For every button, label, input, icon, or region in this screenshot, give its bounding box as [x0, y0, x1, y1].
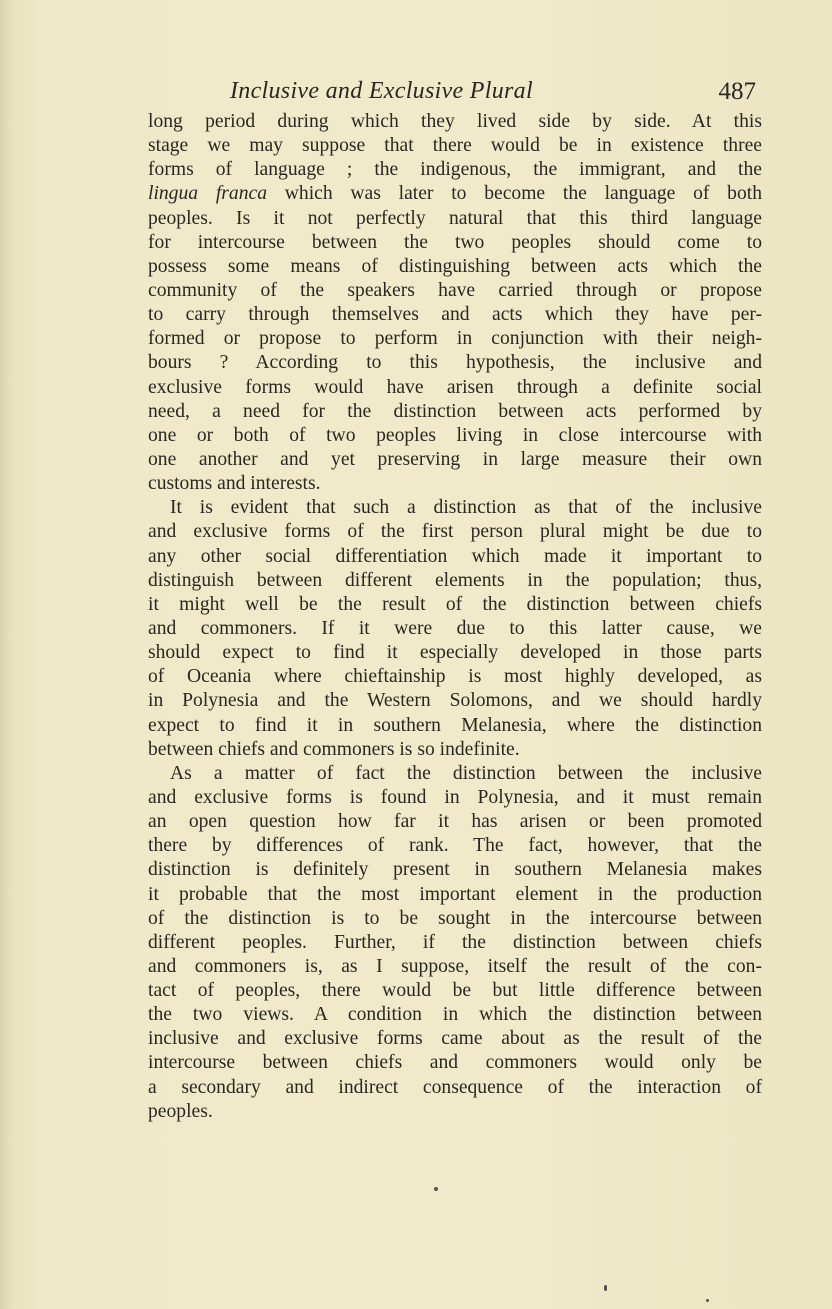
- text-line: stage we may suppose that there would be in existence three: [148, 135, 762, 157]
- text-line: an open question how far it has arisen or been promoted: [148, 811, 762, 833]
- paragraph: [148, 762, 762, 1124]
- running-title: Inclusive and Exclusive Plural: [230, 78, 533, 104]
- text-line: formed or propose to perform in conjunction with their neigh-: [148, 328, 762, 350]
- running-header: [148, 78, 762, 112]
- text-line: inclusive and exclusive forms came about as the result of the: [148, 1028, 762, 1050]
- text-line: of the distinction is to be sought in the intercourse between: [148, 907, 762, 929]
- text-line: [148, 182, 762, 206]
- text-line: any other social differentiation which made it important to: [148, 545, 762, 567]
- text-line: should expect to find it especially developed in those parts: [148, 642, 762, 664]
- text-line: it probable that the most important element in the production: [148, 883, 762, 905]
- text-line: in Polynesia and the Western Solomons, and we should hardly: [148, 690, 762, 712]
- text-line: forms of language ; the indigenous, the immigrant, and the: [148, 159, 762, 181]
- text-line: different peoples. Further, if the distinction between chiefs: [148, 931, 762, 953]
- speck-mark: [434, 1187, 438, 1191]
- text-line: distinction is definitely present in southern Melanesia makes: [148, 859, 762, 881]
- text-line: expect to find it in southern Melanesia, where the distinction: [148, 714, 762, 736]
- text-line: it might well be the result of the distinction between chiefs: [148, 593, 762, 615]
- text-line: for intercourse between the two peoples should come to: [148, 231, 762, 253]
- text-line: one or both of two peoples living in close intercourse with: [148, 424, 762, 446]
- text-line: community of the speakers have carried through or propose: [148, 279, 762, 301]
- text-line: peoples.: [148, 1100, 213, 1122]
- text-line: intercourse between chiefs and commoners would only be: [148, 1052, 762, 1074]
- text-line: and exclusive forms is found in Polynesia, and it must remain: [148, 786, 762, 808]
- page-number: 487: [718, 78, 756, 105]
- text-line: exclusive forms would have arisen through a definite social: [148, 376, 762, 398]
- text-line: long period during which they lived side by side. At this: [148, 111, 762, 132]
- text-run: which was later to become the language of both: [267, 183, 762, 205]
- text-line: It is evident that such a distinction as that of the inclusive: [170, 497, 762, 519]
- text-line: there by differences of rank. The fact, however, that the: [148, 835, 762, 857]
- text-line: tact of peoples, there would be but little difference between: [148, 980, 762, 1002]
- text-line: between chiefs and commoners is so indefinite.: [148, 738, 520, 760]
- body-text: [148, 110, 762, 1124]
- text-line: and exclusive forms of the first person plural might be due to: [148, 521, 762, 543]
- text-line: and commoners. If it were due to this latter cause, we: [148, 617, 762, 639]
- paragraph: [148, 496, 762, 762]
- text-line: and commoners is, as I suppose, itself the result of the con-: [148, 955, 762, 977]
- text-line: peoples. Is it not perfectly natural that this third language: [148, 207, 762, 229]
- text-line: one another and yet preserving in large measure their own: [148, 448, 762, 470]
- text-line: bours ? According to this hypothesis, the inclusive and: [148, 352, 762, 374]
- speck-mark: [706, 1299, 709, 1302]
- text-line: to carry through themselves and acts which they have per-: [148, 304, 762, 326]
- text-line: distinguish between different elements in the population; thus,: [148, 569, 762, 591]
- paragraph: [148, 110, 762, 496]
- text-line: need, a need for the distinction between acts performed by: [148, 400, 762, 422]
- italic-term: lingua franca: [148, 183, 267, 205]
- text-line: customs and interests.: [148, 473, 321, 495]
- text-line: the two views. A condition in which the distinction between: [148, 1004, 762, 1026]
- text-line: possess some means of distinguishing between acts which the: [148, 255, 762, 277]
- speck-mark: [604, 1285, 607, 1291]
- text-line: a secondary and indirect consequence of the interaction of: [148, 1076, 762, 1098]
- text-line: of Oceania where chieftainship is most highly developed, as: [148, 666, 762, 688]
- text-line: As a matter of fact the distinction between the inclusive: [170, 762, 762, 784]
